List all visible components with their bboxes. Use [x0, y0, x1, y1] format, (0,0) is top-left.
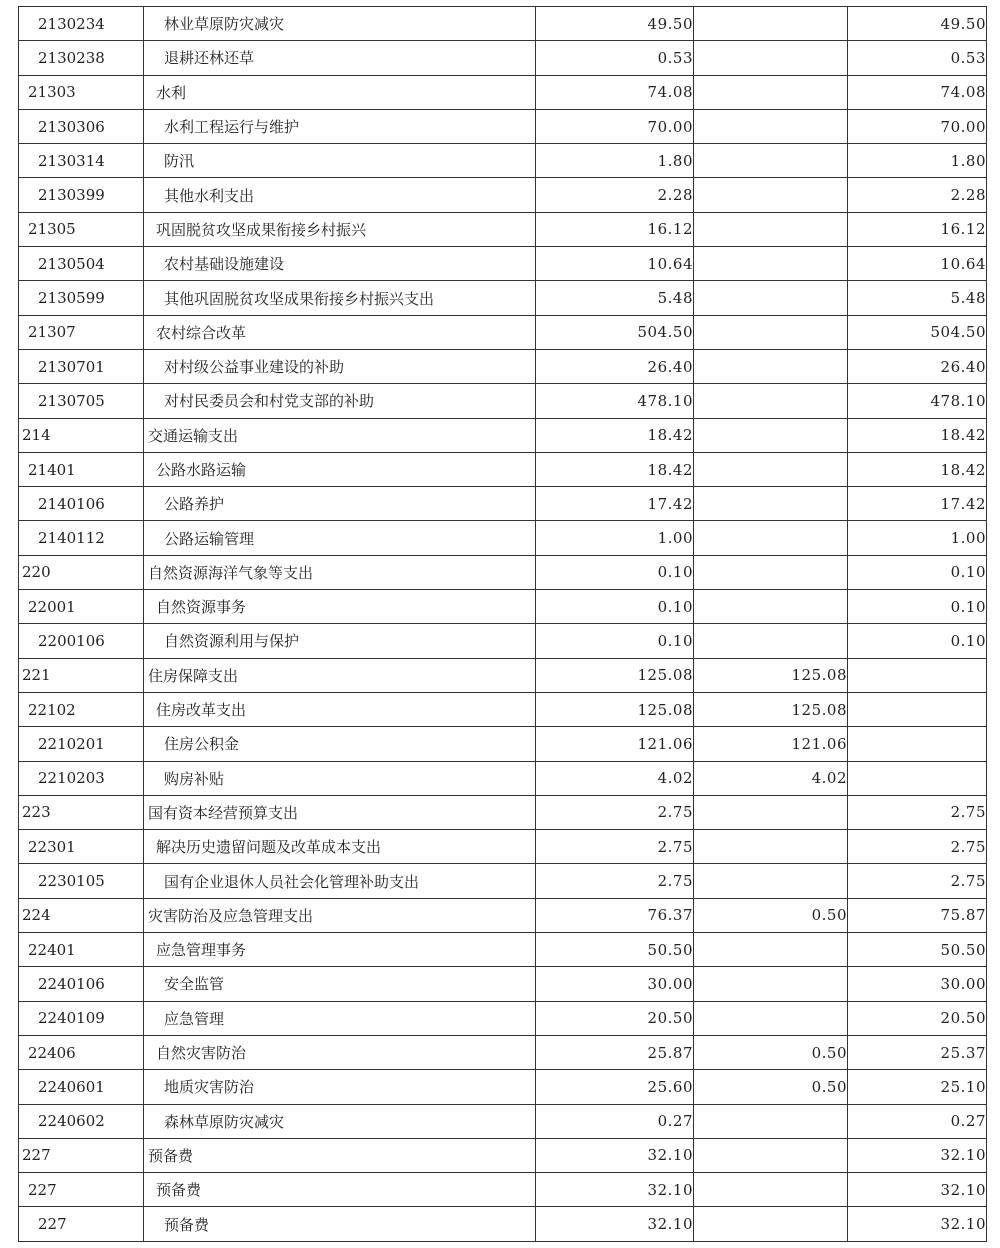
table-row: [19, 1207, 987, 1241]
subject-name-cell: 国有资本经营预算支出: [144, 795, 536, 829]
subject-name-cell: 防汛: [144, 144, 536, 178]
subject-name-cell: 住房改革支出: [144, 692, 536, 726]
subject-code-cell: 2130599: [19, 281, 144, 315]
table-row: [19, 933, 987, 967]
project-expenditure-cell: 18.42: [848, 418, 987, 452]
project-expenditure-cell: 50.50: [848, 933, 987, 967]
basic-expenditure-cell: [694, 830, 848, 864]
total-amount-cell: 32.10: [536, 1207, 694, 1241]
basic-expenditure-cell: 121.06: [694, 727, 848, 761]
project-expenditure-cell: 25.10: [848, 1070, 987, 1104]
subject-code-cell: 2240106: [19, 967, 144, 1001]
total-amount-cell: 20.50: [536, 1001, 694, 1035]
project-expenditure-cell: 75.87: [848, 898, 987, 932]
project-expenditure-cell: 32.10: [848, 1207, 987, 1241]
basic-expenditure-cell: [694, 75, 848, 109]
subject-name-cell: 预备费: [144, 1173, 536, 1207]
total-amount-cell: 2.75: [536, 795, 694, 829]
subject-code-cell: 22401: [19, 933, 144, 967]
table-row: [19, 7, 987, 41]
project-expenditure-cell: 478.10: [848, 384, 987, 418]
project-expenditure-cell: [848, 727, 987, 761]
basic-expenditure-cell: [694, 315, 848, 349]
basic-expenditure-cell: [694, 109, 848, 143]
subject-name-cell: 公路水路运输: [144, 452, 536, 486]
total-amount-cell: 125.08: [536, 692, 694, 726]
total-amount-cell: 0.10: [536, 624, 694, 658]
table-row: [19, 1104, 987, 1138]
total-amount-cell: 17.42: [536, 487, 694, 521]
basic-expenditure-cell: 4.02: [694, 761, 848, 795]
project-expenditure-cell: [848, 692, 987, 726]
subject-name-cell: 应急管理: [144, 1001, 536, 1035]
subject-code-cell: 221: [19, 658, 144, 692]
total-amount-cell: 50.50: [536, 933, 694, 967]
total-amount-cell: 2.75: [536, 864, 694, 898]
basic-expenditure-cell: [694, 590, 848, 624]
project-expenditure-cell: 0.27: [848, 1104, 987, 1138]
subject-code-cell: 214: [19, 418, 144, 452]
subject-code-cell: 2130238: [19, 41, 144, 75]
project-expenditure-cell: [848, 658, 987, 692]
basic-expenditure-cell: 0.50: [694, 1035, 848, 1069]
table-row: [19, 967, 987, 1001]
basic-expenditure-cell: 125.08: [694, 692, 848, 726]
basic-expenditure-cell: [694, 247, 848, 281]
subject-code-cell: 2130701: [19, 349, 144, 383]
total-amount-cell: 18.42: [536, 418, 694, 452]
total-amount-cell: 1.00: [536, 521, 694, 555]
project-expenditure-cell: 1.80: [848, 144, 987, 178]
total-amount-cell: 504.50: [536, 315, 694, 349]
total-amount-cell: 0.53: [536, 41, 694, 75]
basic-expenditure-cell: [694, 144, 848, 178]
total-amount-cell: 121.06: [536, 727, 694, 761]
project-expenditure-cell: 17.42: [848, 487, 987, 521]
table-row: [19, 1070, 987, 1104]
basic-expenditure-cell: [694, 384, 848, 418]
project-expenditure-cell: 0.10: [848, 555, 987, 589]
subject-code-cell: 21401: [19, 452, 144, 486]
basic-expenditure-cell: [694, 967, 848, 1001]
table-row: [19, 658, 987, 692]
table-row: [19, 109, 987, 143]
table-row: [19, 1001, 987, 1035]
table-row: [19, 384, 987, 418]
subject-name-cell: 公路运输管理: [144, 521, 536, 555]
basic-expenditure-cell: [694, 864, 848, 898]
subject-code-cell: 2210201: [19, 727, 144, 761]
subject-name-cell: 灾害防治及应急管理支出: [144, 898, 536, 932]
subject-code-cell: 22102: [19, 692, 144, 726]
basic-expenditure-cell: [694, 624, 848, 658]
project-expenditure-cell: 2.75: [848, 830, 987, 864]
subject-name-cell: 对村民委员会和村党支部的补助: [144, 384, 536, 418]
basic-expenditure-cell: [694, 1207, 848, 1241]
table-row: [19, 178, 987, 212]
table-row: [19, 624, 987, 658]
table-row: [19, 555, 987, 589]
subject-code-cell: 224: [19, 898, 144, 932]
subject-name-cell: 农村基础设施建设: [144, 247, 536, 281]
project-expenditure-cell: 74.08: [848, 75, 987, 109]
basic-expenditure-cell: [694, 7, 848, 41]
project-expenditure-cell: 5.48: [848, 281, 987, 315]
total-amount-cell: 25.87: [536, 1035, 694, 1069]
basic-expenditure-cell: 0.50: [694, 1070, 848, 1104]
project-expenditure-cell: 10.64: [848, 247, 987, 281]
subject-name-cell: 巩固脱贫攻坚成果衔接乡村振兴: [144, 212, 536, 246]
subject-code-cell: 2240109: [19, 1001, 144, 1035]
basic-expenditure-cell: [694, 452, 848, 486]
total-amount-cell: 74.08: [536, 75, 694, 109]
project-expenditure-cell: 18.42: [848, 452, 987, 486]
subject-name-cell: 对村级公益事业建设的补助: [144, 349, 536, 383]
subject-code-cell: 2130399: [19, 178, 144, 212]
table-row: [19, 41, 987, 75]
total-amount-cell: 18.42: [536, 452, 694, 486]
total-amount-cell: 32.10: [536, 1138, 694, 1172]
subject-code-cell: 2130705: [19, 384, 144, 418]
table-row: [19, 144, 987, 178]
total-amount-cell: 25.60: [536, 1070, 694, 1104]
basic-expenditure-cell: [694, 555, 848, 589]
table-row: [19, 864, 987, 898]
total-amount-cell: 0.10: [536, 590, 694, 624]
basic-expenditure-cell: [694, 487, 848, 521]
project-expenditure-cell: [848, 761, 987, 795]
project-expenditure-cell: 25.37: [848, 1035, 987, 1069]
subject-code-cell: 2140106: [19, 487, 144, 521]
project-expenditure-cell: 16.12: [848, 212, 987, 246]
table-row: [19, 727, 987, 761]
subject-code-cell: 2140112: [19, 521, 144, 555]
subject-name-cell: 自然资源利用与保护: [144, 624, 536, 658]
basic-expenditure-cell: [694, 212, 848, 246]
subject-name-cell: 其他巩固脱贫攻坚成果衔接乡村振兴支出: [144, 281, 536, 315]
table-row: [19, 590, 987, 624]
subject-name-cell: 预备费: [144, 1207, 536, 1241]
total-amount-cell: 76.37: [536, 898, 694, 932]
subject-name-cell: 预备费: [144, 1138, 536, 1172]
subject-code-cell: 2240601: [19, 1070, 144, 1104]
table-row: [19, 418, 987, 452]
subject-code-cell: 2130234: [19, 7, 144, 41]
basic-expenditure-cell: [694, 1138, 848, 1172]
project-expenditure-cell: 0.10: [848, 624, 987, 658]
subject-code-cell: 2230105: [19, 864, 144, 898]
subject-name-cell: 安全监管: [144, 967, 536, 1001]
subject-name-cell: 农村综合改革: [144, 315, 536, 349]
project-expenditure-cell: 0.10: [848, 590, 987, 624]
subject-name-cell: 国有企业退休人员社会化管理补助支出: [144, 864, 536, 898]
subject-code-cell: 227: [19, 1207, 144, 1241]
subject-name-cell: 水利: [144, 75, 536, 109]
subject-code-cell: 22301: [19, 830, 144, 864]
budget-expenditure-table: [18, 6, 987, 1242]
subject-code-cell: 2130314: [19, 144, 144, 178]
total-amount-cell: 16.12: [536, 212, 694, 246]
subject-code-cell: 227: [19, 1173, 144, 1207]
total-amount-cell: 478.10: [536, 384, 694, 418]
basic-expenditure-cell: 125.08: [694, 658, 848, 692]
project-expenditure-cell: 20.50: [848, 1001, 987, 1035]
subject-name-cell: 其他水利支出: [144, 178, 536, 212]
subject-name-cell: 自然资源海洋气象等支出: [144, 555, 536, 589]
total-amount-cell: 5.48: [536, 281, 694, 315]
total-amount-cell: 4.02: [536, 761, 694, 795]
basic-expenditure-cell: [694, 1173, 848, 1207]
basic-expenditure-cell: [694, 349, 848, 383]
table-row: [19, 452, 987, 486]
basic-expenditure-cell: [694, 1104, 848, 1138]
subject-name-cell: 水利工程运行与维护: [144, 109, 536, 143]
basic-expenditure-cell: [694, 418, 848, 452]
table-row: [19, 692, 987, 726]
total-amount-cell: 125.08: [536, 658, 694, 692]
table-row: [19, 281, 987, 315]
basic-expenditure-cell: [694, 178, 848, 212]
subject-name-cell: 自然资源事务: [144, 590, 536, 624]
subject-name-cell: 自然灾害防治: [144, 1035, 536, 1069]
subject-name-cell: 解决历史遗留问题及改革成本支出: [144, 830, 536, 864]
subject-code-cell: 21303: [19, 75, 144, 109]
table-row: [19, 830, 987, 864]
total-amount-cell: 70.00: [536, 109, 694, 143]
project-expenditure-cell: 32.10: [848, 1138, 987, 1172]
table-row: [19, 898, 987, 932]
subject-name-cell: 森林草原防灾减灾: [144, 1104, 536, 1138]
project-expenditure-cell: 32.10: [848, 1173, 987, 1207]
project-expenditure-cell: 2.75: [848, 864, 987, 898]
table-row: [19, 1035, 987, 1069]
total-amount-cell: 1.80: [536, 144, 694, 178]
table-row: [19, 761, 987, 795]
project-expenditure-cell: 49.50: [848, 7, 987, 41]
project-expenditure-cell: 26.40: [848, 349, 987, 383]
basic-expenditure-cell: [694, 1001, 848, 1035]
total-amount-cell: 26.40: [536, 349, 694, 383]
subject-name-cell: 购房补贴: [144, 761, 536, 795]
table-row: [19, 1173, 987, 1207]
total-amount-cell: 0.10: [536, 555, 694, 589]
subject-code-cell: 21305: [19, 212, 144, 246]
table-row: [19, 521, 987, 555]
basic-expenditure-cell: [694, 933, 848, 967]
table-row: [19, 315, 987, 349]
subject-code-cell: 2130504: [19, 247, 144, 281]
table-row: [19, 1138, 987, 1172]
basic-expenditure-cell: [694, 41, 848, 75]
table-row: [19, 349, 987, 383]
subject-name-cell: 交通运输支出: [144, 418, 536, 452]
total-amount-cell: 49.50: [536, 7, 694, 41]
subject-code-cell: 220: [19, 555, 144, 589]
basic-expenditure-cell: [694, 795, 848, 829]
project-expenditure-cell: 2.75: [848, 795, 987, 829]
subject-code-cell: 22001: [19, 590, 144, 624]
subject-code-cell: 2200106: [19, 624, 144, 658]
subject-name-cell: 公路养护: [144, 487, 536, 521]
project-expenditure-cell: 504.50: [848, 315, 987, 349]
project-expenditure-cell: 2.28: [848, 178, 987, 212]
subject-code-cell: 21307: [19, 315, 144, 349]
subject-code-cell: 2240602: [19, 1104, 144, 1138]
project-expenditure-cell: 0.53: [848, 41, 987, 75]
basic-expenditure-cell: 0.50: [694, 898, 848, 932]
subject-code-cell: 2210203: [19, 761, 144, 795]
subject-code-cell: 22406: [19, 1035, 144, 1069]
subject-name-cell: 住房保障支出: [144, 658, 536, 692]
subject-code-cell: 223: [19, 795, 144, 829]
subject-name-cell: 应急管理事务: [144, 933, 536, 967]
total-amount-cell: 0.27: [536, 1104, 694, 1138]
total-amount-cell: 32.10: [536, 1173, 694, 1207]
project-expenditure-cell: 30.00: [848, 967, 987, 1001]
total-amount-cell: 30.00: [536, 967, 694, 1001]
table-body: [19, 7, 987, 1242]
project-expenditure-cell: 70.00: [848, 109, 987, 143]
subject-code-cell: 2130306: [19, 109, 144, 143]
table-row: [19, 247, 987, 281]
table-row: [19, 487, 987, 521]
total-amount-cell: 2.75: [536, 830, 694, 864]
table-row: [19, 212, 987, 246]
subject-name-cell: 林业草原防灾减灾: [144, 7, 536, 41]
basic-expenditure-cell: [694, 281, 848, 315]
basic-expenditure-cell: [694, 521, 848, 555]
project-expenditure-cell: 1.00: [848, 521, 987, 555]
subject-name-cell: 退耕还林还草: [144, 41, 536, 75]
total-amount-cell: 10.64: [536, 247, 694, 281]
subject-name-cell: 住房公积金: [144, 727, 536, 761]
total-amount-cell: 2.28: [536, 178, 694, 212]
table-row: [19, 75, 987, 109]
table-row: [19, 795, 987, 829]
subject-name-cell: 地质灾害防治: [144, 1070, 536, 1104]
subject-code-cell: 227: [19, 1138, 144, 1172]
